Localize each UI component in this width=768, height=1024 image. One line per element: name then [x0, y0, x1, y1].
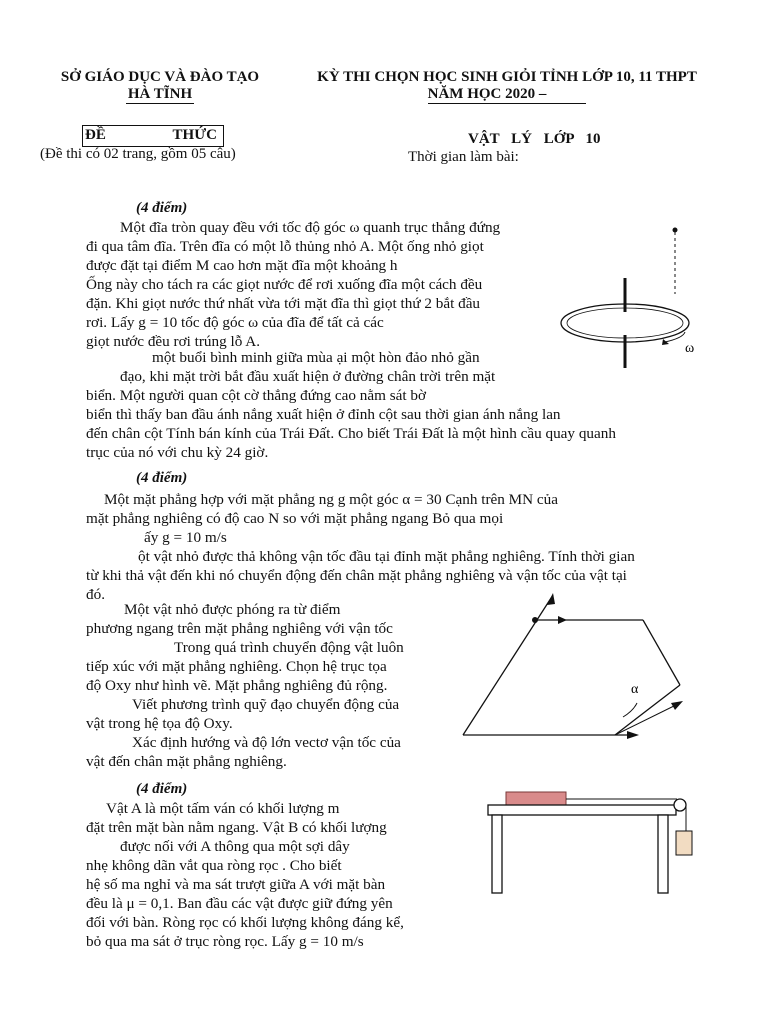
base-line [615, 703, 680, 735]
base-arrowhead [671, 701, 683, 710]
q1a-line: rơi. Lấy g = 10 tốc độ góc ω của đĩa để tất cả các [86, 314, 384, 331]
q3-line: Vật A là một tấm ván có khối lượng m [106, 800, 340, 817]
official-exam-box [82, 125, 224, 147]
q2b-line: Xác định hướng và độ lớn vectơ vận tốc của [132, 734, 401, 751]
official-word-2: THỨC [172, 127, 217, 143]
x-axis-arrowhead [627, 731, 639, 739]
q2b-line: phương ngang trên mặt phẳng nghiêng với vận tốc [86, 620, 393, 637]
q3-text [86, 799, 448, 951]
pulley [674, 799, 686, 811]
disc-rim [567, 308, 683, 338]
table-leg-left [492, 815, 502, 893]
q1b-line: trục của nó với chu kỳ 24 giờ. [86, 444, 269, 461]
exam-title: KỲ THI CHỌN HỌC SINH GIỎI TỈNH LỚP 10, 11 THPT [317, 69, 697, 85]
rotation-arrowhead [662, 339, 669, 345]
alpha-arc [623, 703, 637, 717]
q2b-line: Viết phương trình quỹ đạo chuyển động của [132, 696, 400, 713]
q3-line: đối với bàn. Ròng rọc có khối lượng không đáng kể, [86, 914, 404, 931]
drip-point-m [673, 228, 678, 233]
block-b [676, 831, 692, 855]
board-a [506, 792, 566, 805]
plane-side-edge [615, 685, 680, 735]
q3-line: được nối với A thông qua một sợi dây [120, 838, 350, 855]
y-axis [463, 595, 553, 735]
q3-line: đặt trên mặt bàn nằm ngang. Vật B có khối lượng [86, 819, 387, 836]
inclined-plane-figure [455, 585, 715, 755]
department-name: SỞ GIÁO DỤC VÀ ĐÀO TẠO [60, 69, 260, 85]
q1b-line: biển. Một người quan cột cờ thẳng đứng cao nằm sát bờ [86, 387, 427, 404]
q1a-line: Ống này cho tách ra các giọt nước để rơi xuống đĩa một cách đều [86, 276, 483, 293]
q1a-line: Một đĩa tròn quay đều với tốc độ góc ω quanh trục thẳng đứng [120, 219, 501, 236]
q2b-line: Trong quá trình chuyển động vật luôn [174, 639, 404, 656]
pages-note: (Đề thi có 02 trang, gồm 05 câu) [40, 146, 236, 162]
q3-line: nhẹ không dãn vắt qua ròng rọc . Cho biết [86, 857, 342, 874]
velocity-arrowhead [558, 616, 567, 624]
q2-intro-line: Một mặt phẳng hợp với mặt phẳng ng g một góc α = 30 Cạnh trên MN của [104, 491, 558, 508]
table-pulley-figure [480, 785, 700, 895]
q2a-line: đó. [86, 586, 105, 603]
q1a-line: giọt nước đều rơi trúng lỗ A. [86, 333, 261, 350]
q2b-line: vật đến chân mặt phẳng nghiêng. [86, 753, 287, 770]
official-word-1: ĐỀ [85, 127, 106, 143]
q1-part-a [86, 218, 548, 351]
q2a-line: từ khi thả vật đến khi nó chuyển động đến chân mặt phẳng nghiêng và vận tốc của vật tại [86, 567, 627, 584]
q1b-line: một buổi bình minh giữa mùa ại một hòn đảo nhỏ gần [152, 349, 480, 366]
q1a-line: đặn. Khi giọt nước thứ nhất vừa tới mặt đĩa thì giọt thứ 2 bắt đầu [86, 295, 481, 312]
alpha-label: α [631, 682, 639, 697]
q3-line: đều là μ = 0,1. Ban đầu các vật được giữ đứng yên [86, 895, 393, 912]
exam-header [282, 69, 732, 104]
q1-points: (4 điểm) [136, 200, 188, 216]
q2a-line: ột vật nhỏ được thả không vận tốc đầu tại đỉnh mặt phẳng nghiêng. Tính thời gian [138, 548, 635, 565]
q1a-line: đi qua tâm đĩa. Trên đĩa có một lỗ thủng nhỏ A. Một ống nhỏ giọt [86, 238, 484, 255]
q3-line: hệ số ma nghỉ và ma sát trượt giữa A với mặt bàn [86, 876, 386, 893]
q3-points: (4 điểm) [136, 781, 188, 797]
rotating-disc-figure [555, 220, 715, 375]
y-axis-arrowhead [547, 593, 555, 605]
q2-points: (4 điểm) [136, 470, 188, 486]
q2b-line: vật trong hệ tọa độ Oxy. [86, 715, 233, 732]
q2b-line: tiếp xúc với mặt phẳng nghiêng. Chọn hệ trục tọa [86, 658, 387, 675]
q2-part-b [86, 600, 438, 771]
q2-intro-line: ấy g = 10 m/s [144, 529, 227, 546]
subject-title: VẬT LÝ LỚP 10 [468, 131, 601, 147]
q2b-line: độ Oxy như hình vẽ. Mặt phẳng nghiêng đủ rộng. [86, 677, 388, 694]
omega-label: ω [685, 341, 695, 356]
q1b-line: biển thì thấy ban đầu ánh nắng xuất hiện ở đỉnh cột sau thời gian ánh nắng lan [86, 406, 561, 423]
q1b-line: đến chân cột Tính bán kính của Trái Đất. Cho biết Trái Đất là một hình cầu quay quanh [86, 425, 616, 442]
table-top [488, 805, 676, 815]
time-label: Thời gian làm bài: [408, 149, 519, 165]
q2-intro-line: mặt phẳng nghiêng có độ cao N so với mặt phẳng ngang Bỏ qua mọi [86, 510, 504, 527]
q2b-line: Một vật nhỏ được phóng ra từ điểm [124, 601, 341, 618]
province-name: HÀ TĨNH [127, 86, 193, 102]
q2-intro [86, 490, 726, 547]
q1b-line: đạo, khi mặt trời bắt đầu xuất hiện ở đường chân trời trên mặt [120, 368, 496, 385]
q1a-line: được đặt tại điểm M cao hơn mặt đĩa một khoảng h [86, 257, 398, 274]
plane-right-edge [643, 620, 680, 685]
school-year: NĂM HỌC 2020 – [428, 86, 587, 104]
table-leg-right [658, 815, 668, 893]
department-header [40, 69, 280, 104]
q3-line: bỏ qua ma sát ở trục ròng rọc. Lấy g = 10 m/s [86, 933, 364, 950]
